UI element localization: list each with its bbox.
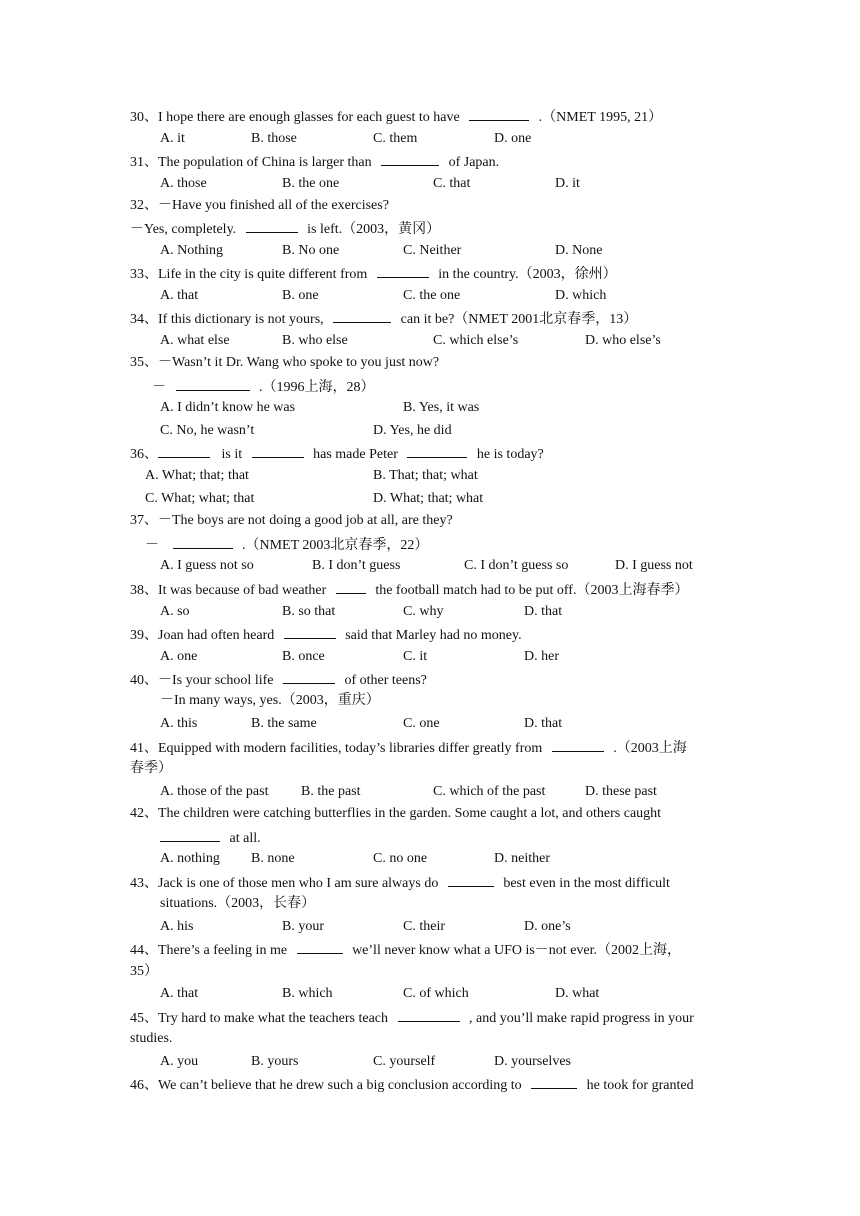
option-31-d: D. it [555,176,580,191]
option-44-c: C. of which [403,986,469,1001]
option-38-a: A. so [160,604,190,619]
question-44-stem [130,940,681,958]
stem-tail: he took for granted [586,1078,694,1093]
stem-tail: best even in the most difficult [503,876,670,891]
answer-blank [381,152,439,166]
stem-tail: he is today? [476,447,544,462]
option-40-a: A. this [160,716,198,731]
stem-tail: .（1996上海，28） [259,380,375,395]
stem-tail: we’ll never know what a UFO is－not ever.（2002上海， [352,943,682,958]
option-35-b: B. Yes, it was [403,400,480,415]
option-42-b: B. none [251,851,295,866]
option-39-d: D. her [524,649,559,664]
stem-tail: of Japan. [448,155,500,170]
stem-text: 36、 [130,447,158,462]
stem-text: is it [221,447,243,462]
option-43-d: D. one’s [524,919,571,934]
question-40-stem [130,670,427,688]
question-41-stem [130,738,687,756]
stem-text: 39、Joan had often heard [130,628,275,643]
option-31-c: C. that [433,176,471,191]
option-44-d: D. what [555,986,600,1001]
stem-tail: is left.（2003，黄冈） [307,222,441,237]
option-30-c: C. them [373,131,418,146]
option-37-c: C. I don’t guess so [464,558,569,573]
option-43-a: A. his [160,919,194,934]
question-45-line2: studies. [130,1031,173,1046]
option-45-c: C. yourself [373,1054,436,1069]
option-38-b: B. so that [282,604,336,619]
answer-blank [176,377,250,391]
stem-text: － [145,538,159,553]
stem-tail: the football match had to be put off.（2003上海春季） [375,583,689,598]
stem-text: 40、－Is your school life [130,673,274,688]
stem-text: 34、If this dictionary is not yours, [130,312,324,327]
option-33-c: C. the one [403,288,461,303]
option-31-b: B. the one [282,176,340,191]
option-32-d: D. None [555,243,603,258]
question-32-stem: 32、－Have you finished all of the exercises? [130,198,389,213]
answer-blank [246,219,298,233]
stem-tail: at all. [229,831,261,846]
option-32-b: B. No one [282,243,340,258]
answer-blank [469,107,529,121]
answer-blank [158,444,210,458]
stem-text: has made Peter [313,447,398,462]
stem-text: 30、I hope there are enough glasses for each guest to have [130,110,460,125]
answer-blank [333,309,391,323]
stem-tail: of other teens? [344,673,427,688]
question-35-stem: 35、－Wasn’t it Dr. Wang who spoke to you just now? [130,355,440,370]
answer-blank [160,828,220,842]
question-43-stem [130,873,670,891]
option-39-c: C. it [403,649,428,664]
option-45-b: B. yours [251,1054,299,1069]
option-34-d: D. who else’s [585,333,661,348]
option-34-b: B. who else [282,333,348,348]
option-35-a: A. I didn’t know he was [160,400,296,415]
option-36-d: D. What; that; what [373,491,484,506]
option-30-d: D. one [494,131,532,146]
question-46-stem [130,1075,694,1093]
question-34-stem [130,309,637,327]
option-33-d: D. which [555,288,607,303]
question-42-line2 [160,828,261,846]
option-41-a: A. those of the past [160,784,269,799]
answer-blank [531,1075,577,1089]
option-34-a: A. what else [160,333,230,348]
option-41-c: C. which of the past [433,784,546,799]
answer-blank [336,580,366,594]
option-31-a: A. those [160,176,207,191]
option-30-b: B. those [251,131,297,146]
option-32-a: A. Nothing [160,243,223,258]
stem-text: 46、We can’t believe that he drew such a big conclusion according to [130,1078,522,1093]
option-42-d: D. neither [494,851,550,866]
option-38-d: D. that [524,604,563,619]
answer-blank [448,873,494,887]
answer-blank [398,1008,460,1022]
option-44-b: B. which [282,986,333,1001]
option-32-c: C. Neither [403,243,462,258]
stem-text: 45、Try hard to make what the teachers teach [130,1011,389,1026]
option-35-d: D. Yes, he did [373,423,452,438]
option-38-c: C. why [403,604,444,619]
stem-tail: in the country.（2003，徐州） [438,267,617,282]
option-36-a: A. What; that; that [145,468,249,483]
stem-text: －Yes, completely. [130,222,237,237]
answer-blank [407,444,467,458]
stem-tail: can it be?（NMET 2001北京春季，13） [400,312,638,327]
stem-tail: , and you’ll make rapid progress in your [469,1011,694,1026]
question-41-line2: 春季） [130,761,172,776]
question-38-stem [130,580,688,598]
option-44-a: A. that [160,986,199,1001]
stem-tail: said that Marley had no money. [345,628,522,643]
stem-text: 38、It was because of bad weather [130,583,327,598]
stem-text: 44、There’s a feeling in me [130,943,288,958]
option-39-b: B. once [282,649,325,664]
option-36-c: C. What; what; that [145,491,255,506]
stem-text: 41、Equipped with modern facilities, today’s libraries differ greatly from [130,741,543,756]
question-42-stem: 42、The children were catching butterflies in the garden. Some caught a lot, and others caught [130,806,662,821]
option-45-a: A. you [160,1054,199,1069]
question-37-line2 [145,535,428,553]
option-34-c: C. which else’s [433,333,519,348]
option-33-b: B. one [282,288,319,303]
answer-blank [552,738,604,752]
option-41-b: B. the past [301,784,361,799]
option-40-d: D. that [524,716,563,731]
option-42-c: C. no one [373,851,428,866]
option-42-a: A. nothing [160,851,220,866]
option-36-b: B. That; that; what [373,468,478,483]
option-37-b: B. I don’t guess [312,558,401,573]
option-37-d: D. I guess not [615,558,693,573]
answer-blank [283,670,335,684]
question-33-stem [130,264,617,282]
question-30-stem [130,107,662,125]
question-31-stem [130,152,499,170]
stem-text: 31、The population of China is larger than [130,155,372,170]
question-36-stem [130,444,544,462]
option-43-c: C. their [403,919,445,934]
answer-blank [173,535,233,549]
option-37-a: A. I guess not so [160,558,254,573]
stem-tail: .（NMET 1995, 21） [538,110,663,125]
option-40-b: B. the same [251,716,317,731]
answer-blank [377,264,429,278]
question-32-line2 [130,219,440,237]
answer-blank [252,444,304,458]
option-43-b: B. your [282,919,324,934]
question-44-line2: 35） [130,964,158,979]
question-45-stem [130,1008,694,1026]
stem-tail: .（NMET 2003北京春季，22） [242,538,429,553]
answer-blank [284,625,336,639]
stem-tail: .（2003上海 [613,741,687,756]
option-33-a: A. that [160,288,199,303]
option-39-a: A. one [160,649,198,664]
question-43-line2: situations.（2003，长春） [160,896,316,911]
question-35-line2 [152,377,375,395]
option-30-a: A. it [160,131,185,146]
stem-text: － [152,380,166,395]
question-39-stem [130,625,522,643]
option-45-d: D. yourselves [494,1054,571,1069]
stem-text: 43、Jack is one of those men who I am sure always do [130,876,439,891]
answer-blank [297,940,343,954]
stem-text: 33、Life in the city is quite different from [130,267,368,282]
option-35-c: C. No, he wasn’t [160,423,255,438]
question-40-line2: －In many ways, yes.（2003，重庆） [160,693,380,708]
option-41-d: D. these past [585,784,657,799]
option-40-c: C. one [403,716,440,731]
question-37-stem: 37、－The boys are not doing a good job at all, are they? [130,513,453,528]
